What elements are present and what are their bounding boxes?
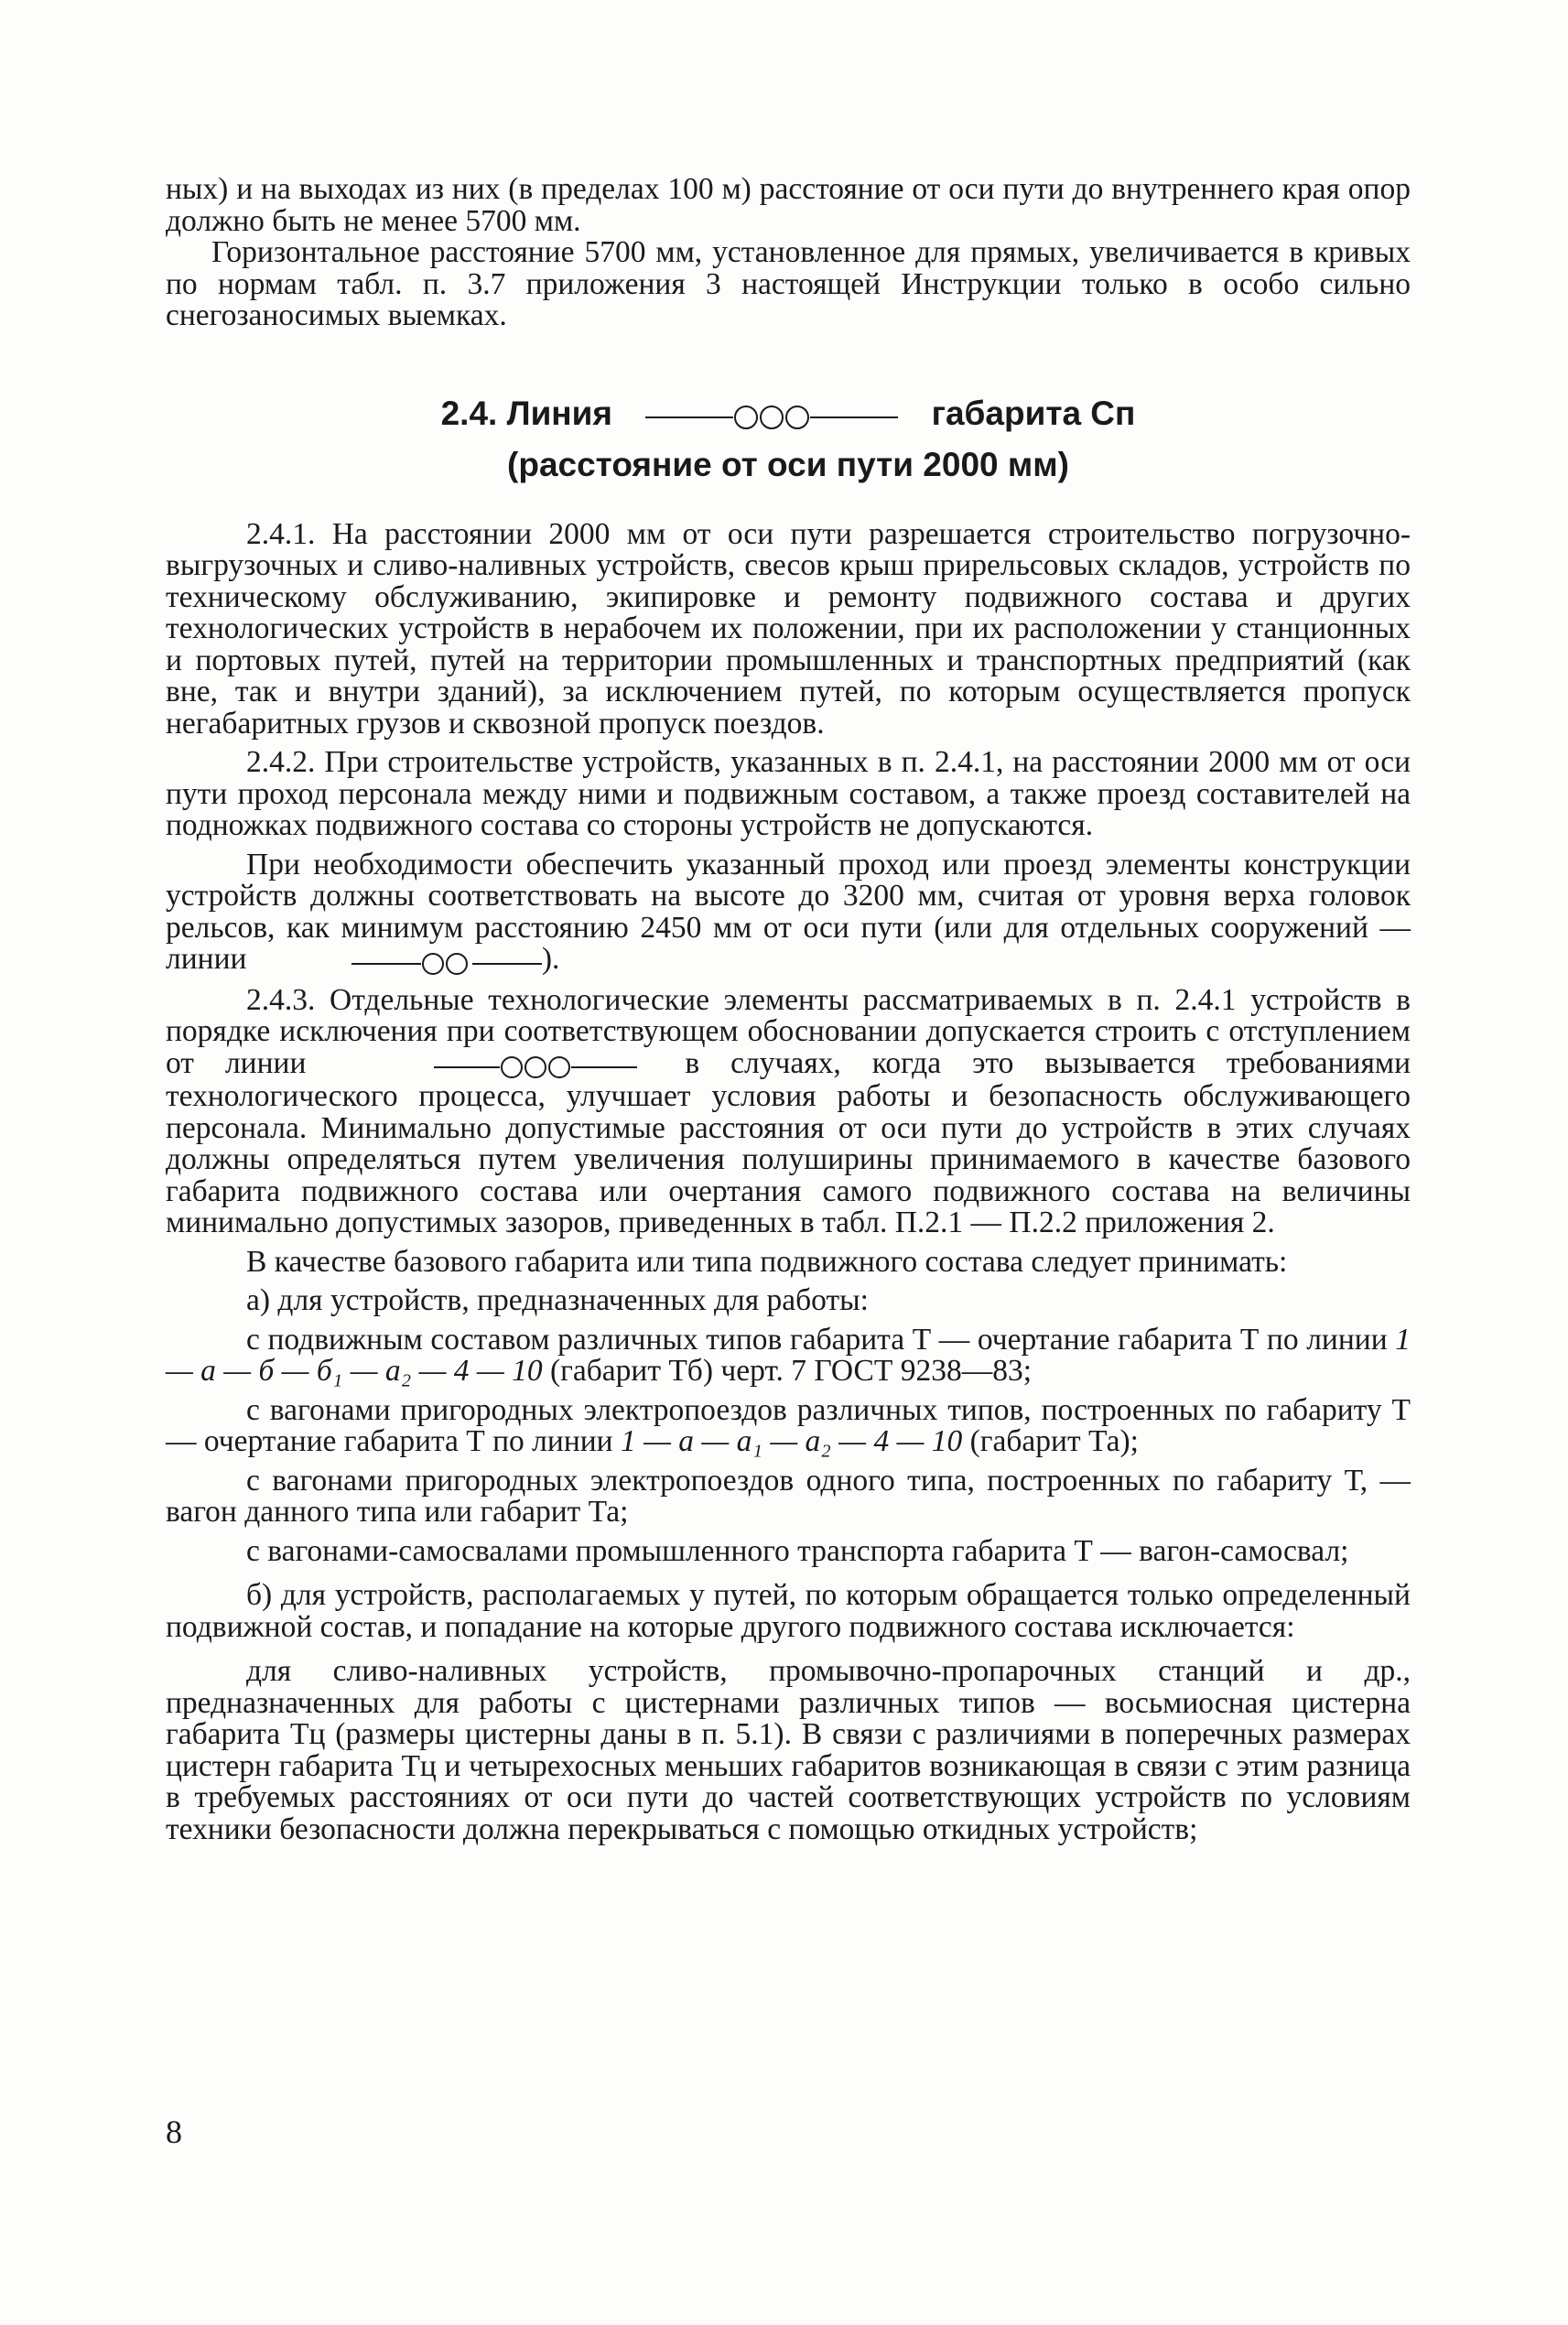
heading-line-2: (расстояние от оси пути 2000 мм)	[507, 445, 1069, 483]
paragraph-2-4-2: 2.4.2. При строительстве устройств, указанных в п. 2.4.1, на расстоянии 2000 мм от оси пути проход персонала между ними и подвижным составом, а также проезд составителей на подножках подвижного состава со стороны устройств не допускаются.	[166, 745, 1411, 843]
paragraph-2-4-2-continued: При необходимости обеспечить указанный проход или проезд элементы конструкции устройств должны соответствовать на высоте до 3200 мм, считая от уровня верха головок рельсов, как минимум расстоянию 2450 мм от оси пути (или для отдельных сооружений — линии ).	[166, 847, 1411, 977]
document-page	[166, 174, 1411, 1845]
list-item-a-1: с подвижным составом различных типов габарита Т — очертание габарита Т по линии 1 — а — б — б₁ — а₂ — 4 — 10 (габарит Тб) черт. 7 ГОСТ 9238—83;	[166, 1322, 1411, 1389]
list-item-a: а) для устройств, предназначенных для работы:	[246, 1283, 869, 1318]
list-item-b: б) для устройств, располагаемых у путей, по которым обращается только определенный подвижной состав, и попадание на которые другого подвижного состава исключается:	[166, 1578, 1411, 1644]
paragraph-2-4-1: 2.4.1. На расстоянии 2000 мм от оси пути разрешается строительство погрузочно-выгрузочных и сливо-наливных устройств, свесов крыш прирельсовых складов, устройств по техническому обслуживанию, экипировке и ремонту подвижного состава и других технологических устройств в нерабочем их положении, при их расположении у станционных и портовых путей, путей на территории промышленных и транспортных предприятий (как вне, так и внутри зданий), за исключением путей, по которым осуществляется пропуск негабаритных грузов и сквозной пропуск поездов.	[166, 516, 1411, 741]
paragraph-2-4-3: 2.4.3. Отдельные технологические элементы рассматриваемых в п. 2.4.1 устройств в порядке исключения при соответствующем обосновании допускается строить с отступлением от линии в случаях, когда это вызывается требованиями технологического процесса, улучшает условия работы и безопасность обслуживающего персонала. Минимально допустимые расстояния от оси пути до устройств в этих случаях должны определяться путем увеличения полуширины принимаемого в качестве базового габарита подвижного состава или очертания самого подвижного состава на величины минимально допустимых зазоров, приведенных в табл. П.2.1 — П.2.2 приложения 2.	[166, 982, 1411, 1240]
paragraph-base-gauge: В качестве базового габарита или типа подвижного состава следует принимать:	[246, 1244, 1288, 1279]
heading-title-start: 2.4. Линия	[440, 394, 612, 432]
page-number: 8	[166, 2114, 182, 2150]
list-item-a-2: с вагонами пригородных электропоездов различных типов, построенных по габариту Т — очертание габарита Т по линии 1 — а — а₁ — а₂ — 4 — 10 (габарит Та);	[166, 1392, 1411, 1459]
line-symbol-three-circles-icon	[622, 391, 922, 440]
heading-line-1	[166, 389, 1411, 440]
list-item-a-4: с вагонами-самосвалами промышленного транспорта габарита Т — вагон-самосвал;	[246, 1533, 1349, 1568]
line-symbol-three-circles-icon	[337, 1050, 654, 1082]
paragraph-continuation: ных) и на выходах из них (в пределах 100 м) расстояние от оси пути до внутреннего края опор должно быть не менее 5700 мм.	[166, 172, 1411, 238]
heading-title-end: габарита Сп	[931, 394, 1136, 432]
line-symbol-two-circles-icon	[254, 946, 542, 978]
section-heading	[166, 389, 1411, 490]
paragraph-horizontal-distance: Горизонтальное расстояние 5700 мм, установленное для прямых, увеличивается в кривых по нормам табл. п. 3.7 приложения 3 настоящей Инструкции только в особо сильно снегозаносимых выемках.	[166, 235, 1411, 332]
list-item-a-3: с вагонами пригородных электропоездов одного типа, построенных по габариту Т, — вагон данного типа или габарит Та;	[166, 1463, 1411, 1530]
list-item-b-1: для сливо-наливных устройств, промывочно-пропарочных станций и др., предназначенных для работы с цистернами различных типов — восьмиосная цистерна габарита Тц (размеры цистерны даны в п. 5.1). В связи с различиями в поперечных размерах цистерн габарита Тц и четырехосных меньших габаритов возникающая в связи с этим разница в требуемых расстояниях от оси пути до частей соответствующих устройств по условиям техники безопасности должна перекрываться с помощью откидных устройств;	[166, 1654, 1411, 1846]
